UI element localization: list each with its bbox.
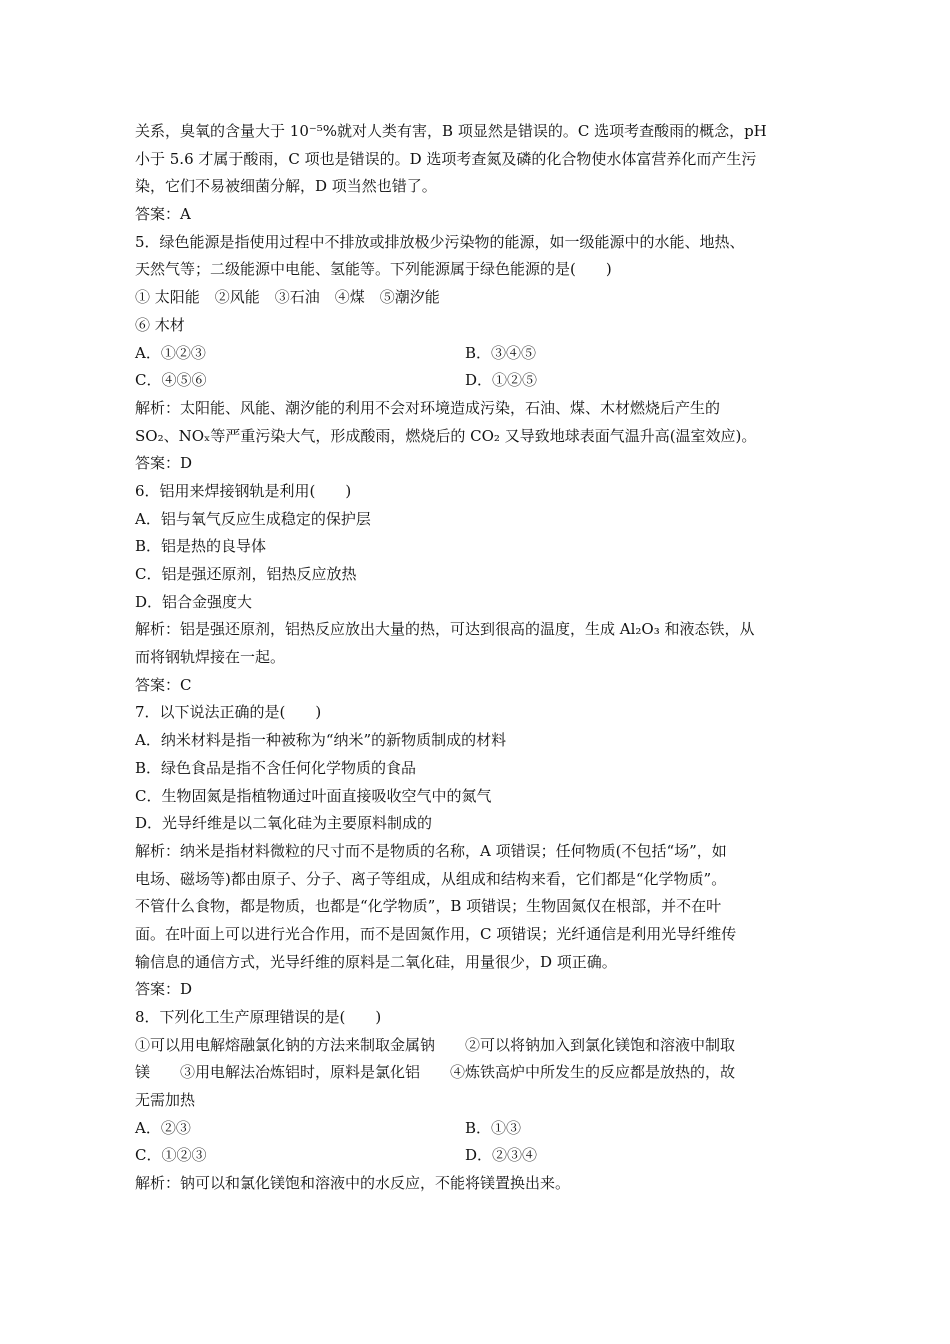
text-line: 答案：D <box>135 454 193 473</box>
text-line: 解析：纳米是指材料微粒的尺寸而不是物质的名称，A 项错误；任何物质(不包括“场”，如 <box>135 841 727 860</box>
text-line: C．铝是强还原剂，铝热反应放热 <box>135 565 357 583</box>
text-line: C．生物固氮是指植物通过叶面直接吸收空气中的氮气 <box>135 786 492 805</box>
text-line: A．铝与氧气反应生成稳定的保护层 <box>135 509 371 528</box>
answer-options-row <box>135 367 825 395</box>
text-line: ①可以用电解熔融氯化钠的方法来制取金属钠 ②可以将钠加入到氯化镁饱和溶液中制取 <box>135 1035 736 1054</box>
text-line: 6．铝用来焊接钢轨是利用( ) <box>135 481 352 500</box>
text-line: 关系，臭氧的含量大于 10⁻⁵%就对人类有害，B 项显然是错误的。C 选项考查酸雨的概念，pH <box>135 122 767 140</box>
text-line: 7．以下说法正确的是( ) <box>135 703 322 722</box>
option-text: A．①②③ <box>135 343 206 362</box>
text-line: 天然气等；二级能源中电能、氢能等。下列能源属于绿色能源的是( ) <box>135 260 612 279</box>
text-line: SO₂、NOₓ等严重污染大气，形成酸雨，燃烧后的 CO₂ 又导致地球表面气温升高(温室效应)。 <box>135 426 757 445</box>
text-line: D．光导纤维是以二氧化硅为主要原料制成的 <box>135 814 433 833</box>
text-line: 无需加热 <box>135 1091 196 1110</box>
text-line: 小于 5.6 才属于酸雨，C 项也是错误的。D 选项考查氮及磷的化合物使水体富营养化而产生污 <box>135 149 757 168</box>
text-line: 电场、磁场等)都由原子、分子、离子等组成，从组成和结构来看，它们都是“化学物质”。 <box>135 869 727 888</box>
option-text: B．①③ <box>465 1118 522 1137</box>
text-line: 输信息的通信方式，光导纤维的原料是二氧化硅，用量很少，D 项正确。 <box>135 952 617 971</box>
text-line: 染，它们不易被细菌分解，D 项当然也错了。 <box>135 177 437 196</box>
text-line: ① 太阳能 ②风能 ③石油 ④煤 ⑤潮汐能 <box>135 288 440 307</box>
text-line: 不管什么食物，都是物质，也都是“化学物质”，B 项错误；生物固氮仅在根部，并不在叶 <box>135 897 722 916</box>
option-text: A．②③ <box>135 1118 191 1137</box>
answer-options-row <box>135 340 825 368</box>
text-line: 8．下列化工生产原理错误的是( ) <box>135 1008 382 1026</box>
text-line: 答案：C <box>135 675 192 694</box>
text-line: B．绿色食品是指不含任何化学物质的食品 <box>135 758 417 777</box>
text-line: 解析：太阳能、风能、潮汐能的利用不会对环境造成污染，石油、煤、木材燃烧后产生的 <box>135 398 721 417</box>
option-text: B．③④⑤ <box>465 343 537 362</box>
answer-options-row <box>135 1115 825 1143</box>
text-line: D．铝合金强度大 <box>135 592 253 611</box>
text-line: A．纳米材料是指一种被称为“纳米”的新物质制成的材料 <box>135 731 507 750</box>
option-text: D．①②⑤ <box>465 371 538 390</box>
text-line: 面。在叶面上可以进行光合作用，而不是固氮作用，C 项错误；光纤通信是利用光导纤维传 <box>135 924 737 943</box>
text-line: 5．绿色能源是指使用过程中不排放或排放极少污染物的能源，如一级能源中的水能、地热、 <box>135 232 745 251</box>
text-line: 解析：铝是强还原剂，铝热反应放出大量的热，可达到很高的温度，生成 Al₂O₃ 和液态铁，从 <box>135 620 755 639</box>
text-line: ⑥ 木材 <box>135 315 185 334</box>
answer-options-row <box>135 1142 825 1170</box>
option-text: C．④⑤⑥ <box>135 371 207 390</box>
text-line: 而将钢轨焊接在一起。 <box>135 648 286 667</box>
text-line: 答案：D <box>135 980 193 999</box>
option-text: C．①②③ <box>135 1146 207 1165</box>
text-line: 解析：钠可以和氯化镁饱和溶液中的水反应，不能将镁置换出来。 <box>135 1174 571 1193</box>
text-line: B．铝是热的良导体 <box>135 537 267 556</box>
text-line: 镁 ③用电解法冶炼铝时，原料是氯化铝 ④炼铁高炉中所发生的反应都是放热的，故 <box>135 1063 736 1082</box>
option-text: D．②③④ <box>465 1146 538 1165</box>
document-page <box>135 118 825 1198</box>
text-line: 答案：A <box>135 205 191 224</box>
